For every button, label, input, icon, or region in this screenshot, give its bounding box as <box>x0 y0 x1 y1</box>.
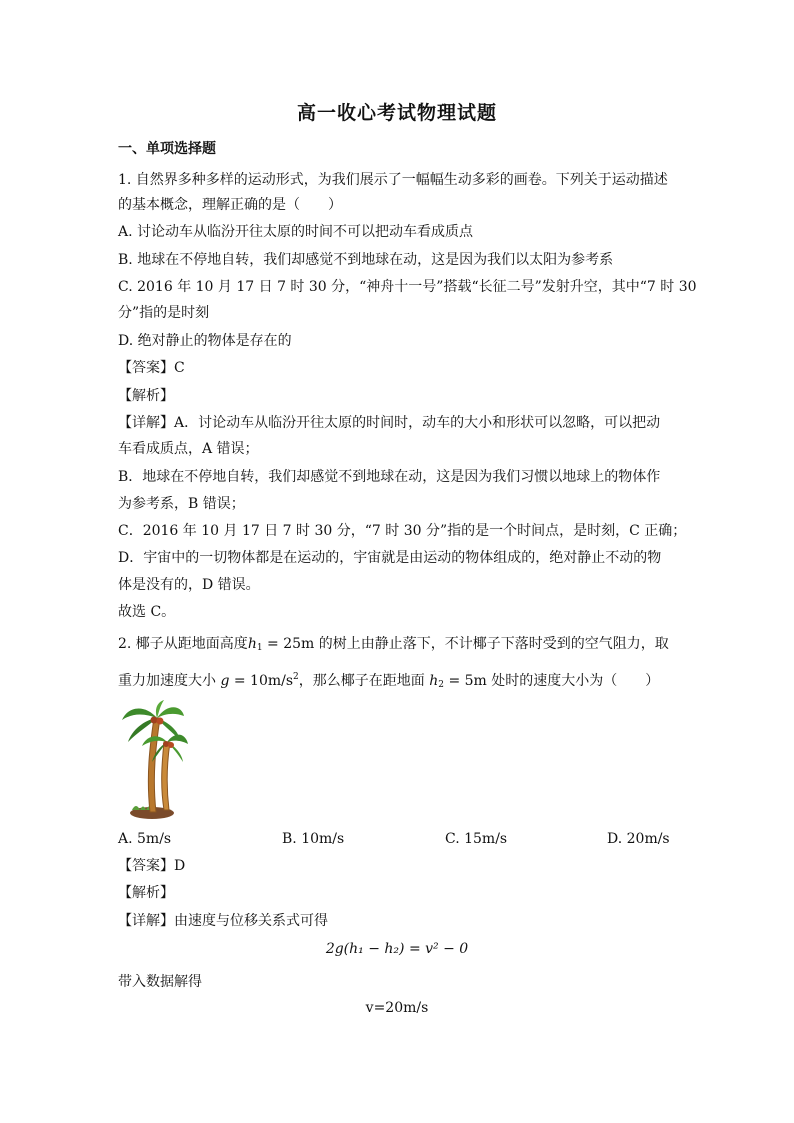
q2-stem-text: 重力加速度大小 <box>118 673 221 689</box>
q2-stem-text: 2. 椰子从距地面高度 <box>118 636 248 652</box>
subscript: 2 <box>438 680 444 690</box>
q1-analysis-label: 【解析】 <box>118 388 174 404</box>
q2-option-c: C. 15m/s <box>445 831 508 847</box>
var-h: h <box>429 673 439 689</box>
q2-substitute-text: 带入数据解得 <box>118 974 202 990</box>
q2-result: v=20m/s <box>365 1000 429 1016</box>
q1-stem-line2: 的基本概念，理解正确的是（ ） <box>118 197 342 213</box>
superscript: 2 <box>293 672 299 682</box>
q1-answer: 【答案】C <box>118 360 185 376</box>
q2-equation: 2g(h₁ − h₂) = v² − 0 <box>325 941 469 957</box>
section-heading: 一、单项选择题 <box>118 141 216 157</box>
q2-stem-text: = 10m/s <box>229 673 294 689</box>
q1-option-b: B. 地球在不停地自转，我们却感觉不到地球在动，这是因为我们以太阳为参考系 <box>118 252 614 268</box>
q2-analysis-label: 【解析】 <box>118 885 174 901</box>
trunk-right <box>162 742 170 810</box>
q2-stem-line1 <box>118 634 678 658</box>
q2-option-d: D. 20m/s <box>607 831 670 847</box>
q1-option-c-line1: C. 2016 年 10 月 17 日 7 时 30 分，“神舟十一号”搭载“长征二号”发射升空，其中“7 时 30 <box>118 279 697 295</box>
q1-option-c-line2: 分”指的是时刻 <box>118 305 210 321</box>
q1-detail-line5: C．2016 年 10 月 17 日 7 时 30 分，“7 时 30 分”指的是一个时间点，是时刻，C 正确； <box>118 523 687 539</box>
q1-detail-line6: D．宇宙中的一切物体都是在运动的，宇宙就是由运动的物体组成的，绝对静止不动的物 <box>118 550 662 566</box>
q2-detail: 【详解】由速度与位移关系式可得 <box>118 913 328 929</box>
q1-stem-line1: 1. 自然界多种多样的运动形式，为我们展示了一幅幅生动多彩的画卷。下列关于运动描述 <box>118 172 668 188</box>
q2-option-a: A. 5m/s <box>118 831 172 847</box>
leaf <box>157 707 184 718</box>
var-g: g <box>220 673 230 689</box>
q2-stem-text: = 25m 的树上由静止落下，不计椰子下落时受到的空气阻力，取 <box>262 636 669 652</box>
q2-stem-line2 <box>118 667 678 695</box>
palm-tree-illustration <box>120 700 188 820</box>
coconut <box>151 717 158 724</box>
q1-detail-line3: B．地球在不停地自转，我们却感觉不到地球在动，这是因为我们习惯以地球上的物体作 <box>118 469 661 485</box>
q2-answer: 【答案】D <box>118 858 186 874</box>
q1-detail-line4: 为参考系，B 错误； <box>118 496 245 512</box>
var-h: h <box>247 636 257 652</box>
coconut <box>157 718 164 725</box>
q1-detail-line1: 【详解】A．讨论动车从临汾开往太原的时间时，动车的大小和形状可以忽略，可以把动 <box>118 415 661 431</box>
q1-option-a: A. 讨论动车从临汾开往太原的时间不可以把动车看成质点 <box>118 224 474 240</box>
q1-detail-line2: 车看成质点，A 错误； <box>118 441 259 457</box>
trunk-left <box>148 718 160 812</box>
coconut <box>168 742 174 748</box>
q1-detail-line7: 体是没有的，D 错误。 <box>118 577 260 593</box>
subscript: 1 <box>256 643 263 653</box>
q2-stem-text: ，那么椰子在距地面 <box>298 673 430 689</box>
q2-option-b: B. 10m/s <box>282 831 345 847</box>
coconut <box>163 741 169 747</box>
q1-option-d: D. 绝对静止的物体是存在的 <box>118 333 292 349</box>
q2-stem-text: = 5m 处时的速度大小为（ ） <box>444 673 660 689</box>
q1-conclusion: 故选 C。 <box>118 604 176 620</box>
page-title: 高一收心考试物理试题 <box>296 102 497 124</box>
